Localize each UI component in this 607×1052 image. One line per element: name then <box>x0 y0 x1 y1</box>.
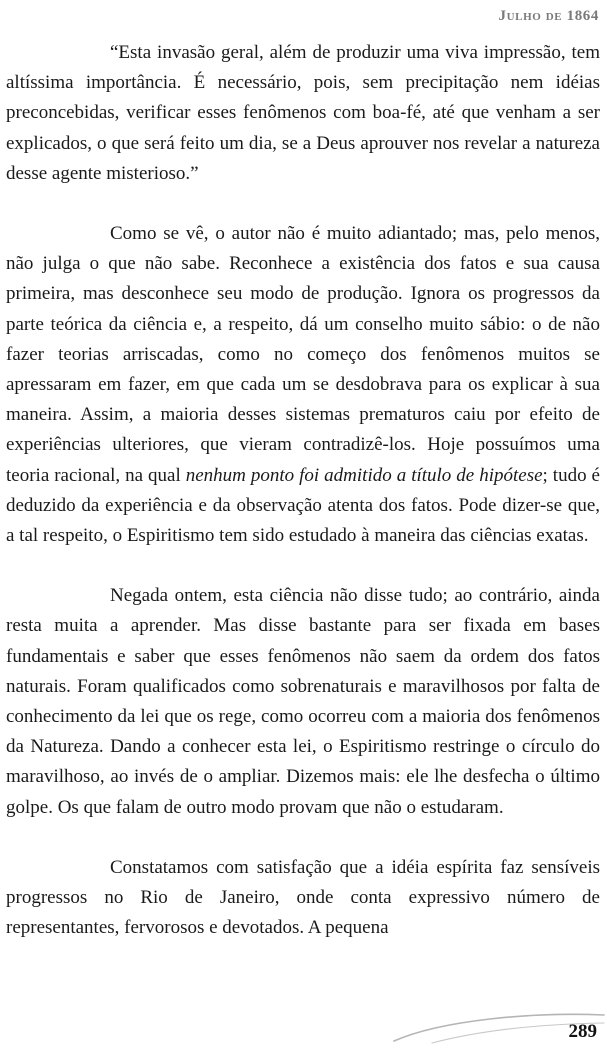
paragraph-quote: “Esta invasão geral, além de produzir uma viva impressão, tem altíssima importância. É necessário, pois, sem precipitação nem idéias preconcebidas, verificar esses fenômenos com boa-fé, até que venham a ser explicados, o que será feito um dia, se a Deus aprouver nos revelar a natureza desse agente misterioso.” <box>6 42 600 184</box>
paragraph-science: Negada ontem, esta ciência não disse tudo; ao contrário, ainda resta muita a aprender. Mas disse bastante para ser fixada em bases fundamentais e saber que esses fenômenos não saem da ordem dos fatos naturais. Foram qualificados como sobrenaturais e maravilhosos por falta de conhecimento da lei que os rege, como ocorreu com a maioria dos fenômenos da Natureza. Dando a conhecer esta lei, o Espiritismo restringe o círculo do maravilhoso, ao invés de o ampliar. Dizemos mais: ele lhe desfecha o último golpe. Os que falam de outro modo provam que não o estudaram. <box>6 585 600 818</box>
paragraph-author-comment <box>6 219 600 551</box>
paragraph-gap <box>6 189 600 219</box>
paragraph-gap <box>6 551 600 581</box>
paragraph-gap <box>6 823 600 853</box>
running-header: Julho de 1864 <box>498 8 599 24</box>
paragraph-text: ; tudo é deduzido da experiência e da observação atenta dos fatos. Pode dizer-se que, a tal respeito, o Espiritismo tem sido estudado à maneira das ciências exatas. <box>6 464 600 547</box>
page-number: 289 <box>568 1021 597 1042</box>
paragraph-rio: Constatamos com satisfação que a idéia espírita faz sensíveis progressos no Rio de Janeiro, onde conta expressivo número de representantes, fervorosos e devotados. A pequena <box>6 856 600 939</box>
italic-emphasis: nenhum ponto foi admitido a título de hipótese <box>185 464 543 486</box>
page-body <box>6 38 600 943</box>
paragraph-text: Como se vê, o autor não é muito adiantado; mas, pelo menos, não julga o que não sabe. Reconhece a existência dos fatos e sua causa primeira, mas desconhece seu modo de produção. Ignora os progressos da parte teórica da ciência e, a respeito, dá um conselho muito sábio: o de não fazer teorias arriscadas, como no começo dos fenômenos muitos se apressaram em fazer, em que cada um se desdobrava para os explicar à sua maneira. Assim, a maioria desses sistemas prematuros caiu por efeito de experiências ulteriores, que vieram contradizê-los. Hoje possuímos uma teoria racional, na qual <box>6 223 600 486</box>
